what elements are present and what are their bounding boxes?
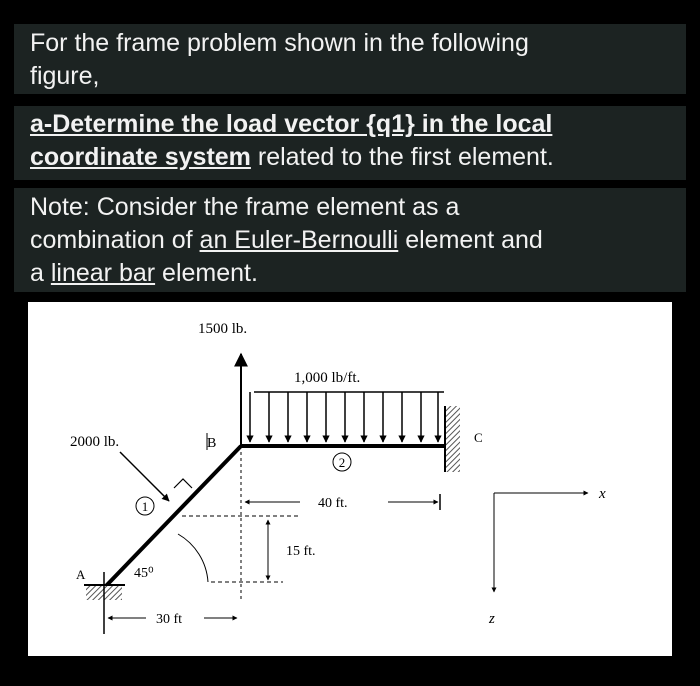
note-line-2c: element and <box>398 226 543 254</box>
intro-line-2: figure, <box>30 62 100 90</box>
task-line-1: a-Determine the load vector {q1} in the local <box>30 110 553 138</box>
task-emphasis: coordinate system <box>30 143 251 171</box>
right-angle-mark <box>174 479 192 488</box>
euler-bernoulli-term: an Euler-Bernoulli <box>199 226 399 254</box>
node-b-label: B <box>207 436 217 451</box>
element-2-label: 2 <box>338 455 346 470</box>
frame-figure <box>28 302 672 656</box>
dim-30-label: 30 ft <box>156 612 183 627</box>
distributed-load <box>250 392 444 442</box>
linear-bar-term: linear bar <box>50 259 156 287</box>
intro-line-1: For the frame problem shown in the following <box>30 29 529 57</box>
inclined-load-label: 2000 lb. <box>70 434 120 450</box>
task-rest: related to the first element. <box>250 143 554 171</box>
axis-x-label: x <box>599 486 606 502</box>
inclined-load-line <box>120 452 169 501</box>
vertical-load-label: 1500 lb. <box>198 321 248 337</box>
node-c-label: C <box>474 430 483 445</box>
dim-15-label: 15 ft. <box>286 544 316 559</box>
element-1-member <box>104 446 241 588</box>
note-line-3c: element. <box>155 259 258 287</box>
note-line-3a: a <box>30 259 51 287</box>
task-line-2 <box>30 143 554 172</box>
note-line-1: Note: Consider the frame element as a <box>30 193 460 221</box>
distributed-load-label: 1,000 lb/ft. <box>294 370 361 386</box>
axis-z-label: z <box>489 611 495 627</box>
note-line-2a: combination of <box>30 226 200 254</box>
support-c-hatch <box>446 406 460 472</box>
node-a-label: A <box>76 567 86 582</box>
frame-diagram <box>28 302 672 656</box>
angle-label: 45⁰ <box>134 566 154 581</box>
dim-40-label: 40 ft. <box>318 496 348 511</box>
angle-arc <box>178 534 208 582</box>
element-1-label: 1 <box>141 499 149 514</box>
note-line-2 <box>30 226 543 255</box>
note-line-3 <box>30 259 258 288</box>
